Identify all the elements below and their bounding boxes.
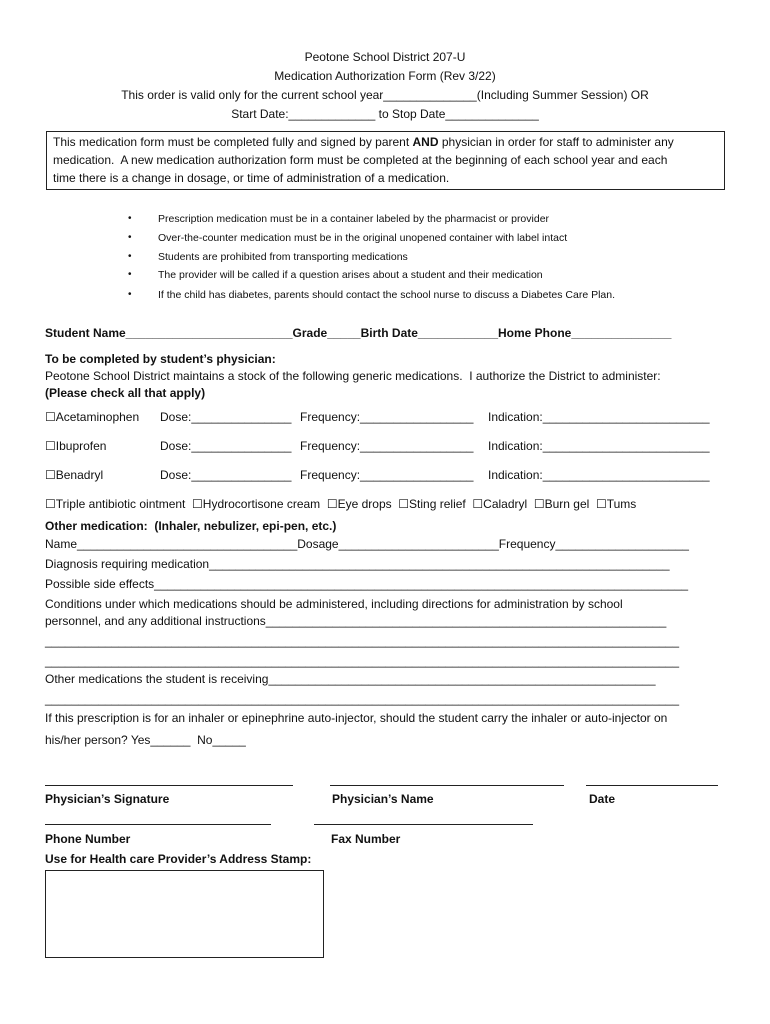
stock-text: Peotone School District maintains a stock of the following generic medications. I authorize the District to administer: (45, 369, 661, 383)
bullet-item: • Over-the-counter medication must be in the original unopened container with label intact (130, 231, 567, 245)
bullet-item: • If the child has diabetes, parents should contact the school nurse to discuss a Diabetes Care Plan. (130, 288, 615, 302)
acetaminophen-indication-field[interactable]: Indication:_________________________ (488, 410, 710, 424)
physician-heading: To be completed by student’s physician: (45, 352, 276, 366)
start-stop-date-line: Start Date:_____________ to Stop Date______________ (231, 107, 539, 121)
conditions-line-1: Conditions under which medications should be administered, including directions for administration by school (45, 597, 623, 611)
acetaminophen-checkbox[interactable]: ☐Acetaminophen (45, 410, 140, 424)
fax-label: Fax Number (331, 832, 401, 846)
notice-line-3: time there is a change in dosage, or time of administration of a medication. (53, 171, 450, 185)
validity-line: This order is valid only for the current school year______________(Including Summer Session) OR (121, 88, 649, 102)
carry-question-line-1: If this prescription is for an inhaler or epinephrine auto-injector, should the student carry the inhaler or auto-injector on (45, 711, 668, 725)
blank-line[interactable]: _______________________________________________________________________________________________ (45, 692, 680, 706)
diagnosis-line[interactable]: Diagnosis requiring medication_____________________________________________________________________ (45, 557, 670, 571)
blank-line[interactable]: _______________________________________________________________________________________________ (45, 654, 680, 668)
notice-line-1: This medication form must be completed fully and signed by parent AND physician in order for staff to administer any (53, 135, 674, 149)
other-med-name-line[interactable]: Name_________________________________Dosage________________________Frequency____________________ (45, 537, 689, 551)
conditions-line-2[interactable]: personnel, and any additional instructions____________________________________________________________ (45, 614, 667, 628)
student-info-line[interactable]: Student Name_________________________Grade_____Birth Date____________Home Phone_______________ (45, 326, 672, 340)
address-stamp-label: Use for Health care Provider’s Address Stamp: (45, 852, 312, 866)
acetaminophen-dose-field[interactable]: Dose:_______________ (160, 410, 292, 424)
blank-line[interactable]: _______________________________________________________________________________________________ (45, 634, 680, 648)
date-label: Date (589, 792, 616, 806)
physician-name-label: Physician’s Name (332, 792, 434, 806)
carry-question-line-2[interactable]: his/her person? Yes______ No_____ (45, 733, 246, 747)
ibuprofen-indication-field[interactable]: Indication:_________________________ (488, 439, 710, 453)
district-title: Peotone School District 207-U (304, 50, 466, 64)
ibuprofen-dose-field[interactable]: Dose:_______________ (160, 439, 292, 453)
benadryl-checkbox[interactable]: ☐Benadryl (45, 468, 104, 482)
phone-label: Phone Number (45, 832, 131, 846)
date-rule[interactable] (586, 785, 718, 786)
bullet-item: • The provider will be called if a question arises about a student and their medication (130, 268, 543, 282)
acetaminophen-frequency-field[interactable]: Frequency:_________________ (300, 410, 474, 424)
benadryl-dose-field[interactable]: Dose:_______________ (160, 468, 292, 482)
physician-signature-rule[interactable] (45, 785, 293, 786)
phone-rule[interactable] (45, 824, 271, 825)
form-title: Medication Authorization Form (Rev 3/22) (274, 69, 496, 83)
check-all-note: (Please check all that apply) (45, 386, 206, 400)
ibuprofen-checkbox[interactable]: ☐Ibuprofen (45, 439, 107, 453)
address-stamp-box[interactable] (45, 870, 324, 958)
notice-line-2: medication. A new medication authorization form must be completed at the beginning of each school year and each (53, 153, 668, 167)
bullet-item: • Prescription medication must be in a container labeled by the pharmacist or provider (130, 212, 549, 226)
other-medications-receiving-line[interactable]: Other medications the student is receiving__________________________________________________________ (45, 672, 656, 686)
physician-signature-label: Physician’s Signature (45, 792, 170, 806)
bullet-item: • Students are prohibited from transporting medications (130, 250, 408, 264)
other-medication-heading: Other medication: (Inhaler, nebulizer, epi-pen, etc.) (45, 519, 337, 533)
ibuprofen-frequency-field[interactable]: Frequency:_________________ (300, 439, 474, 453)
other-otc-checkboxes[interactable]: ☐Triple antibiotic ointment ☐Hydrocortisone cream ☐Eye drops ☐Sting relief ☐Caladryl ☐Burn gel ☐Tums (45, 497, 637, 511)
benadryl-frequency-field[interactable]: Frequency:_________________ (300, 468, 474, 482)
fax-rule[interactable] (314, 824, 533, 825)
side-effects-line[interactable]: Possible side effects________________________________________________________________________________ (45, 577, 689, 591)
physician-name-rule[interactable] (330, 785, 564, 786)
benadryl-indication-field[interactable]: Indication:_________________________ (488, 468, 710, 482)
